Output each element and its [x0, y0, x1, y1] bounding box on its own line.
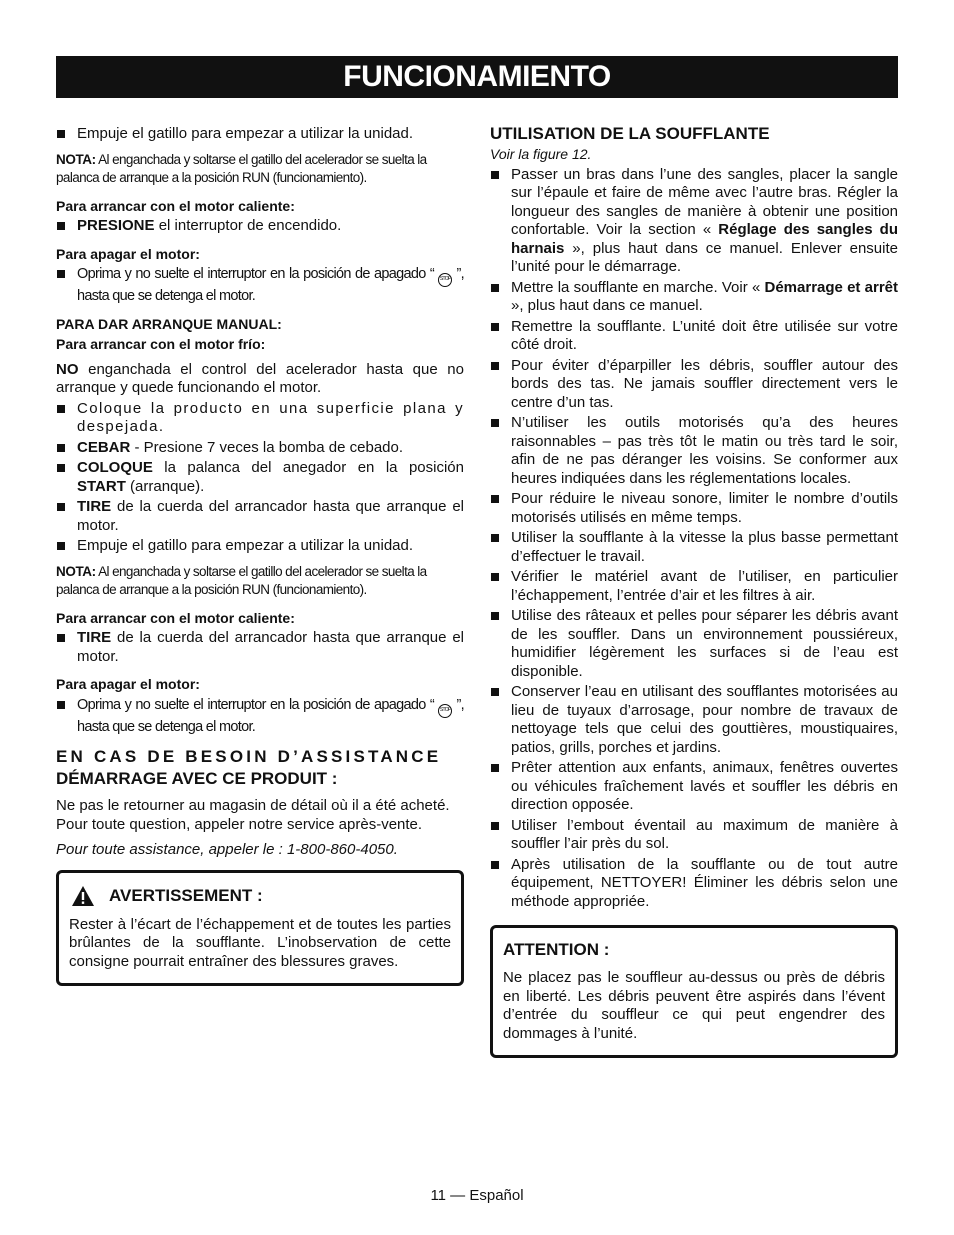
- note: NOTA: Al enganchada y soltarse el gatillo del acelerador se suelta la palanca de arranque a la posición RUN (funcionamiento).: [56, 151, 427, 185]
- warning-triangle-icon: [71, 885, 95, 907]
- stop-engine-heading: Para apagar el motor:: [56, 676, 200, 692]
- stop-engine-heading: Para apagar el motor:: [56, 245, 200, 262]
- page-title: FUNCIONAMIENTO: [56, 56, 898, 98]
- cold-start-heading: Para arrancar con el motor frío:: [56, 336, 266, 352]
- stop-switch-icon: [438, 273, 452, 287]
- list-item: Vérifier le matériel avant de l’utiliser, en particulier l’échappement, l’entrée d’air et les filtres à air.: [490, 568, 898, 605]
- list-item: Remettre la soufflante. L’unité doit être utilisée sur votre côté droit.: [490, 318, 898, 355]
- list-item: COLOQUE la palanca del anegador en la posición START (arranque).: [56, 459, 464, 496]
- list-item: Oprima y no suelte el interruptor en la posición de apagado “ STOP ”, hasta que se detenga el motor.: [56, 696, 464, 737]
- list-item: Utiliser l’embout éventail au maximum de manière à souffler l’air près du sol.: [490, 817, 898, 854]
- list-item: Passer un bras dans l’une des sangles, placer la sangle sur l’épaule et faire de même avec l’autre bras. Régler la longueur des sangles de manière à obtenir une position confortable. Voir la section « Réglage des sangles du harnais », plus haut dans ce manuel. Enlever ensuite l’unité pour le démarrage.: [490, 166, 898, 277]
- list-item: Prêter attention aux enfants, animaux, fenêtres ouvertes ou véhicules fraîchement lavés et souffler les débris en direction opposée.: [490, 759, 898, 815]
- list-item: Utiliser la soufflante à la vitesse la plus basse permettant d’effectuer le travail.: [490, 529, 898, 566]
- warning-title: AVERTISSEMENT :: [109, 885, 263, 905]
- list-item: Empuje el gatillo para empezar a utilizar la unidad.: [56, 537, 464, 556]
- warning-box: [56, 870, 464, 987]
- attention-title: ATTENTION :: [503, 940, 610, 959]
- assistance-heading-line2: DÉMARRAGE AVEC CE PRODUIT :: [56, 769, 338, 788]
- list-item: Conserver l’eau en utilisant des soufflantes motorisées au lieu de tuyaux d’arrosage, pour nombre de travaux de nettoyage tels que celui des gouttières, moustiquaires, patios, grills, porches et jardins.: [490, 683, 898, 757]
- paragraph: NO enganchada el control del acelerador hasta que no arranque y quede funcionando el motor.: [56, 360, 464, 396]
- hot-start-heading: Para arrancar con el motor caliente:: [56, 609, 295, 626]
- list-item: Après utilisation de la soufflante ou de tout autre équipement, NETTOYER! Éliminer les débris selon une méthode appropriée.: [490, 856, 898, 912]
- figure-reference: Voir la figure 12.: [490, 146, 592, 162]
- warning-text: Rester à l’écart de l’échappement et de toutes les parties brûlantes de la soufflante. L’inobservation de cette consigne pourrait entraîner des blessures graves.: [69, 915, 451, 970]
- list-item: PRESIONE el interruptor de encendido.: [56, 217, 464, 236]
- assistance-text: Ne pas le retourner au magasin de détail où il a été acheté. Pour toute question, appeler notre service après-vente.: [56, 797, 450, 833]
- list-item: Empuje el gatillo para empezar a utilizar la unidad.: [56, 125, 464, 144]
- manual-start-heading: PARA DAR ARRANQUE MANUAL:: [56, 315, 282, 332]
- note: NOTA: Al enganchada y soltarse el gatillo del acelerador se suelta la palanca de arranque a la posición RUN (funcionamiento).: [56, 563, 427, 597]
- list-item: N’utiliser les outils motorisés qu’a des heures raisonnables – pas très tôt le matin ou très tard le soir, afin de ne pas déranger les voisins. Se conformer aux heures indiquées dans les réglementations locales.: [490, 414, 898, 488]
- list-item: Oprima y no suelte el interruptor en la posición de apagado “ STOP ”, hasta que se detenga el motor.: [56, 265, 464, 306]
- right-column: [490, 123, 898, 1058]
- stop-switch-icon: [438, 704, 452, 718]
- list-item: CEBAR - Presione 7 veces la bomba de cebado.: [56, 439, 464, 458]
- list-item: TIRE de la cuerda del arrancador hasta que arranque el motor.: [56, 498, 464, 535]
- list-item: Pour réduire le niveau sonore, limiter le nombre d’outils motorisés utilisés en même temps.: [490, 490, 898, 527]
- attention-box: [490, 925, 898, 1058]
- list-item: TIRE de la cuerda del arrancador hasta que arranque el motor.: [56, 629, 464, 666]
- list-item: Utilise des râteaux et pelles pour séparer les débris avant de les souffler. Dans un environnement poussiéreux, humidifier légèrement les surfaces si de l’eau est disponible.: [490, 607, 898, 681]
- list-item: Mettre la soufflante en marche. Voir « Démarrage et arrêt », plus haut dans ce manuel.: [490, 279, 898, 316]
- assistance-phone: Pour toute assistance, appeler le : 1-800-860-4050.: [56, 841, 398, 858]
- list-item: Pour éviter d’éparpiller les débris, souffler autour des bords des tas. Ne jamais souffler directement vers le centre d’un tas.: [490, 357, 898, 413]
- attention-text: Ne placez pas le souffleur au-dessus ou près de débris en liberté. Les débris peuvent être aspirés dans l’évent d’entrée du souffleur ce qui peut engendrer des dommages à l’unité.: [503, 969, 885, 1042]
- hot-start-heading: Para arrancar con el motor caliente:: [56, 197, 295, 214]
- page-footer: 11 — Español: [430, 1187, 524, 1204]
- left-column: [56, 123, 464, 986]
- list-item: Coloque la producto en una superficie plana y despejada.: [56, 400, 464, 437]
- section-heading: UTILISATION DE LA SOUFFLANTE: [490, 124, 770, 143]
- assistance-heading-line1: EN CAS DE BESOIN D’ASSISTANCE: [56, 747, 442, 766]
